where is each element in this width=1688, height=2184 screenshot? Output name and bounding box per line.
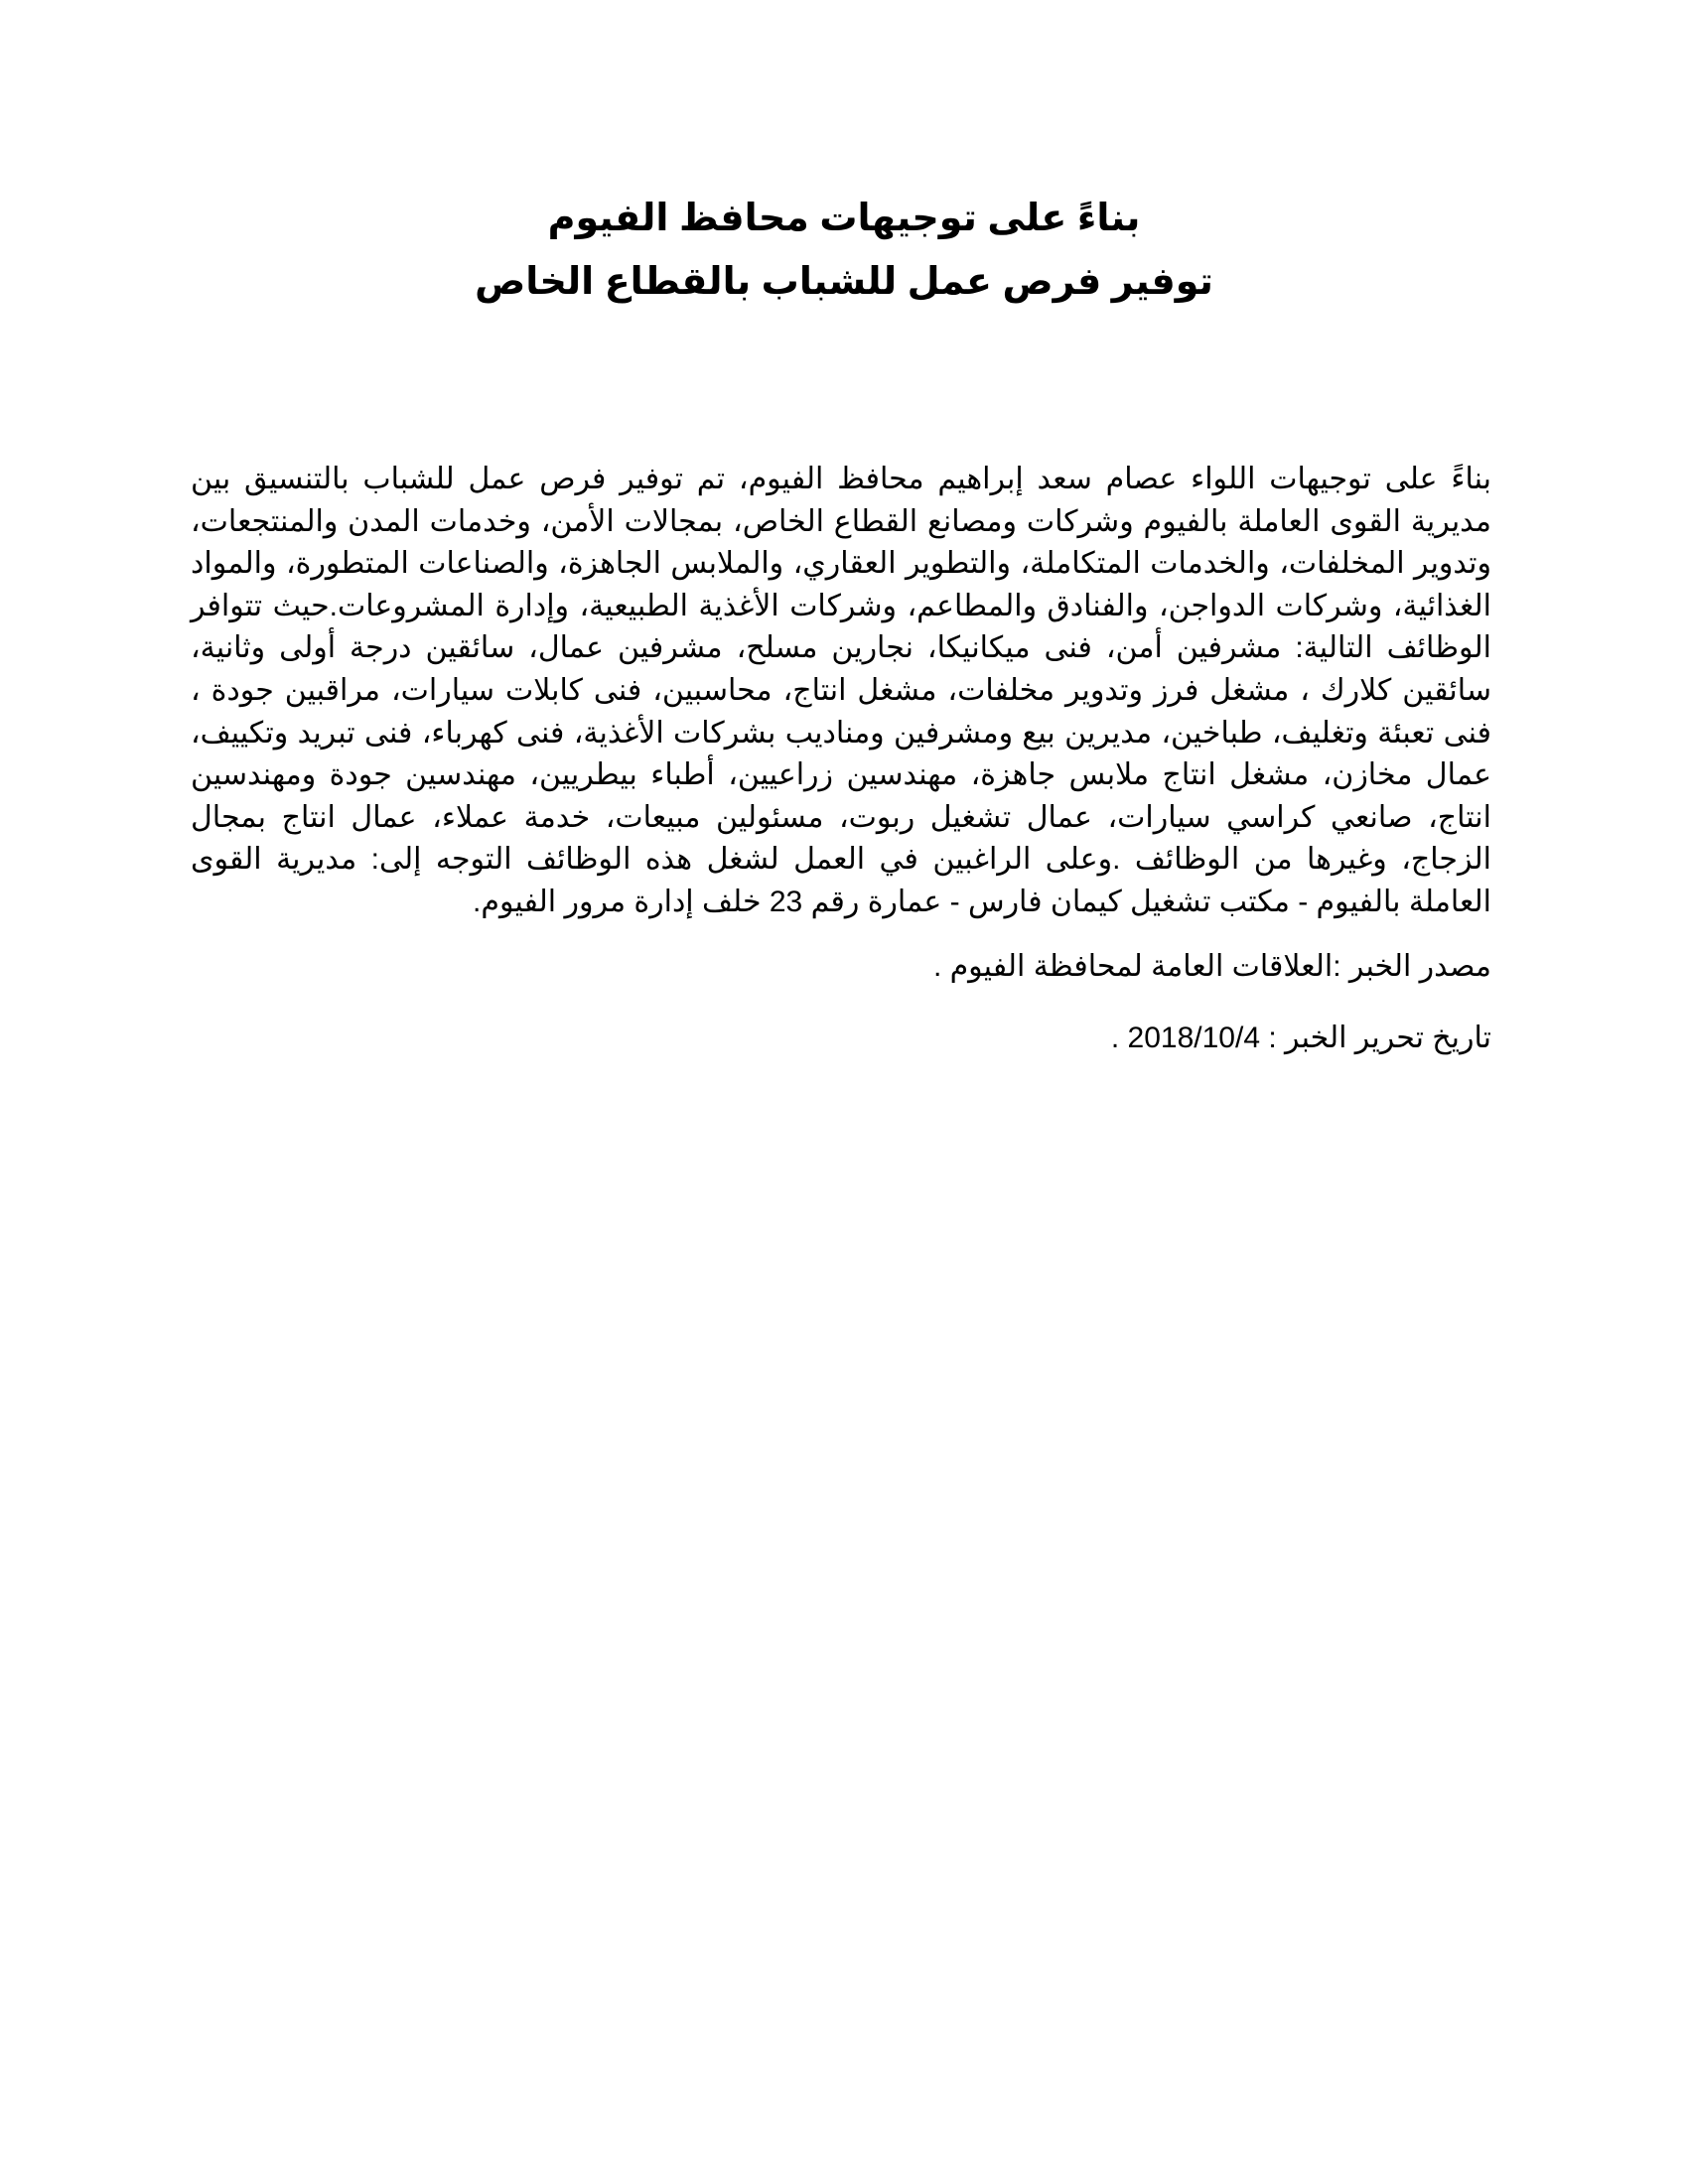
article-paragraph: بناءً على توجيهات اللواء عصام سعد إبراهيم محافظ الفيوم، تم توفير فرص عمل للشباب بالتنسيق بين مديرية القوى العاملة بالفيوم وشركات ومصانع القطاع الخاص، بمجالات الأمن، وخدمات المدن والمنتجعات، وتدوير المخلفات، والخدمات المتكاملة، والتطوير العقاري، والملابس الجاهزة، والصناعات المتطورة، والمواد الغذائية، وشركات الدواجن، والفنادق والمطاعم، وشركات الأغذية الطبيعية، وإدارة المشروعات.حيث تتوافر الوظائف التالية: مشرفين أمن، فنى ميكانيكا، نجارين مسلح، مشرفين عمال، سائقين درجة أولى وثانية، سائقين كلارك ، مشغل فرز وتدوير مخلفات، مشغل انتاج، محاسبين، فنى كابلات سيارات، مراقبين جودة ، فنى تعبئة وتغليف، طباخين، مديرين بيع ومشرفين ومناديب بشركات الأغذية، فنى كهرباء، فنى تبريد وتكييف، عمال مخازن، مشغل انتاج ملابس جاهزة، مهندسين زراعيين، أطباء بيطريين، مهندسين جودة ومهندسين انتاج، صانعي كراسي سيارات، عمال تشغيل ربوت، مسئولين مبيعات، خدمة عملاء، عمال انتاج بمجال الزجاج، وغيرها من الوظائف .وعلى الراغبين في العمل لشغل هذه الوظائف التوجه إلى: مديرية القوى العاملة بالفيوم - مكتب تشغيل كيمان فارس - عمارة رقم 23 خلف إدارة مرور الفيوم.: [191, 463, 1491, 918]
news-source-line: مصدر الخبر :العلاقات العامة لمحافظة الفيوم .: [932, 949, 1491, 983]
title-block: [189, 187, 1499, 314]
article-body: [191, 459, 1491, 1059]
news-date-line: تاريخ تحرير الخبر : 2018/10/4 .: [1110, 1021, 1491, 1054]
headline-line-2: توفير فرص عمل للشباب بالقطاع الخاص: [475, 261, 1213, 303]
headline-line-1: بناءً على توجيهات محافظ الفيوم: [547, 198, 1141, 239]
